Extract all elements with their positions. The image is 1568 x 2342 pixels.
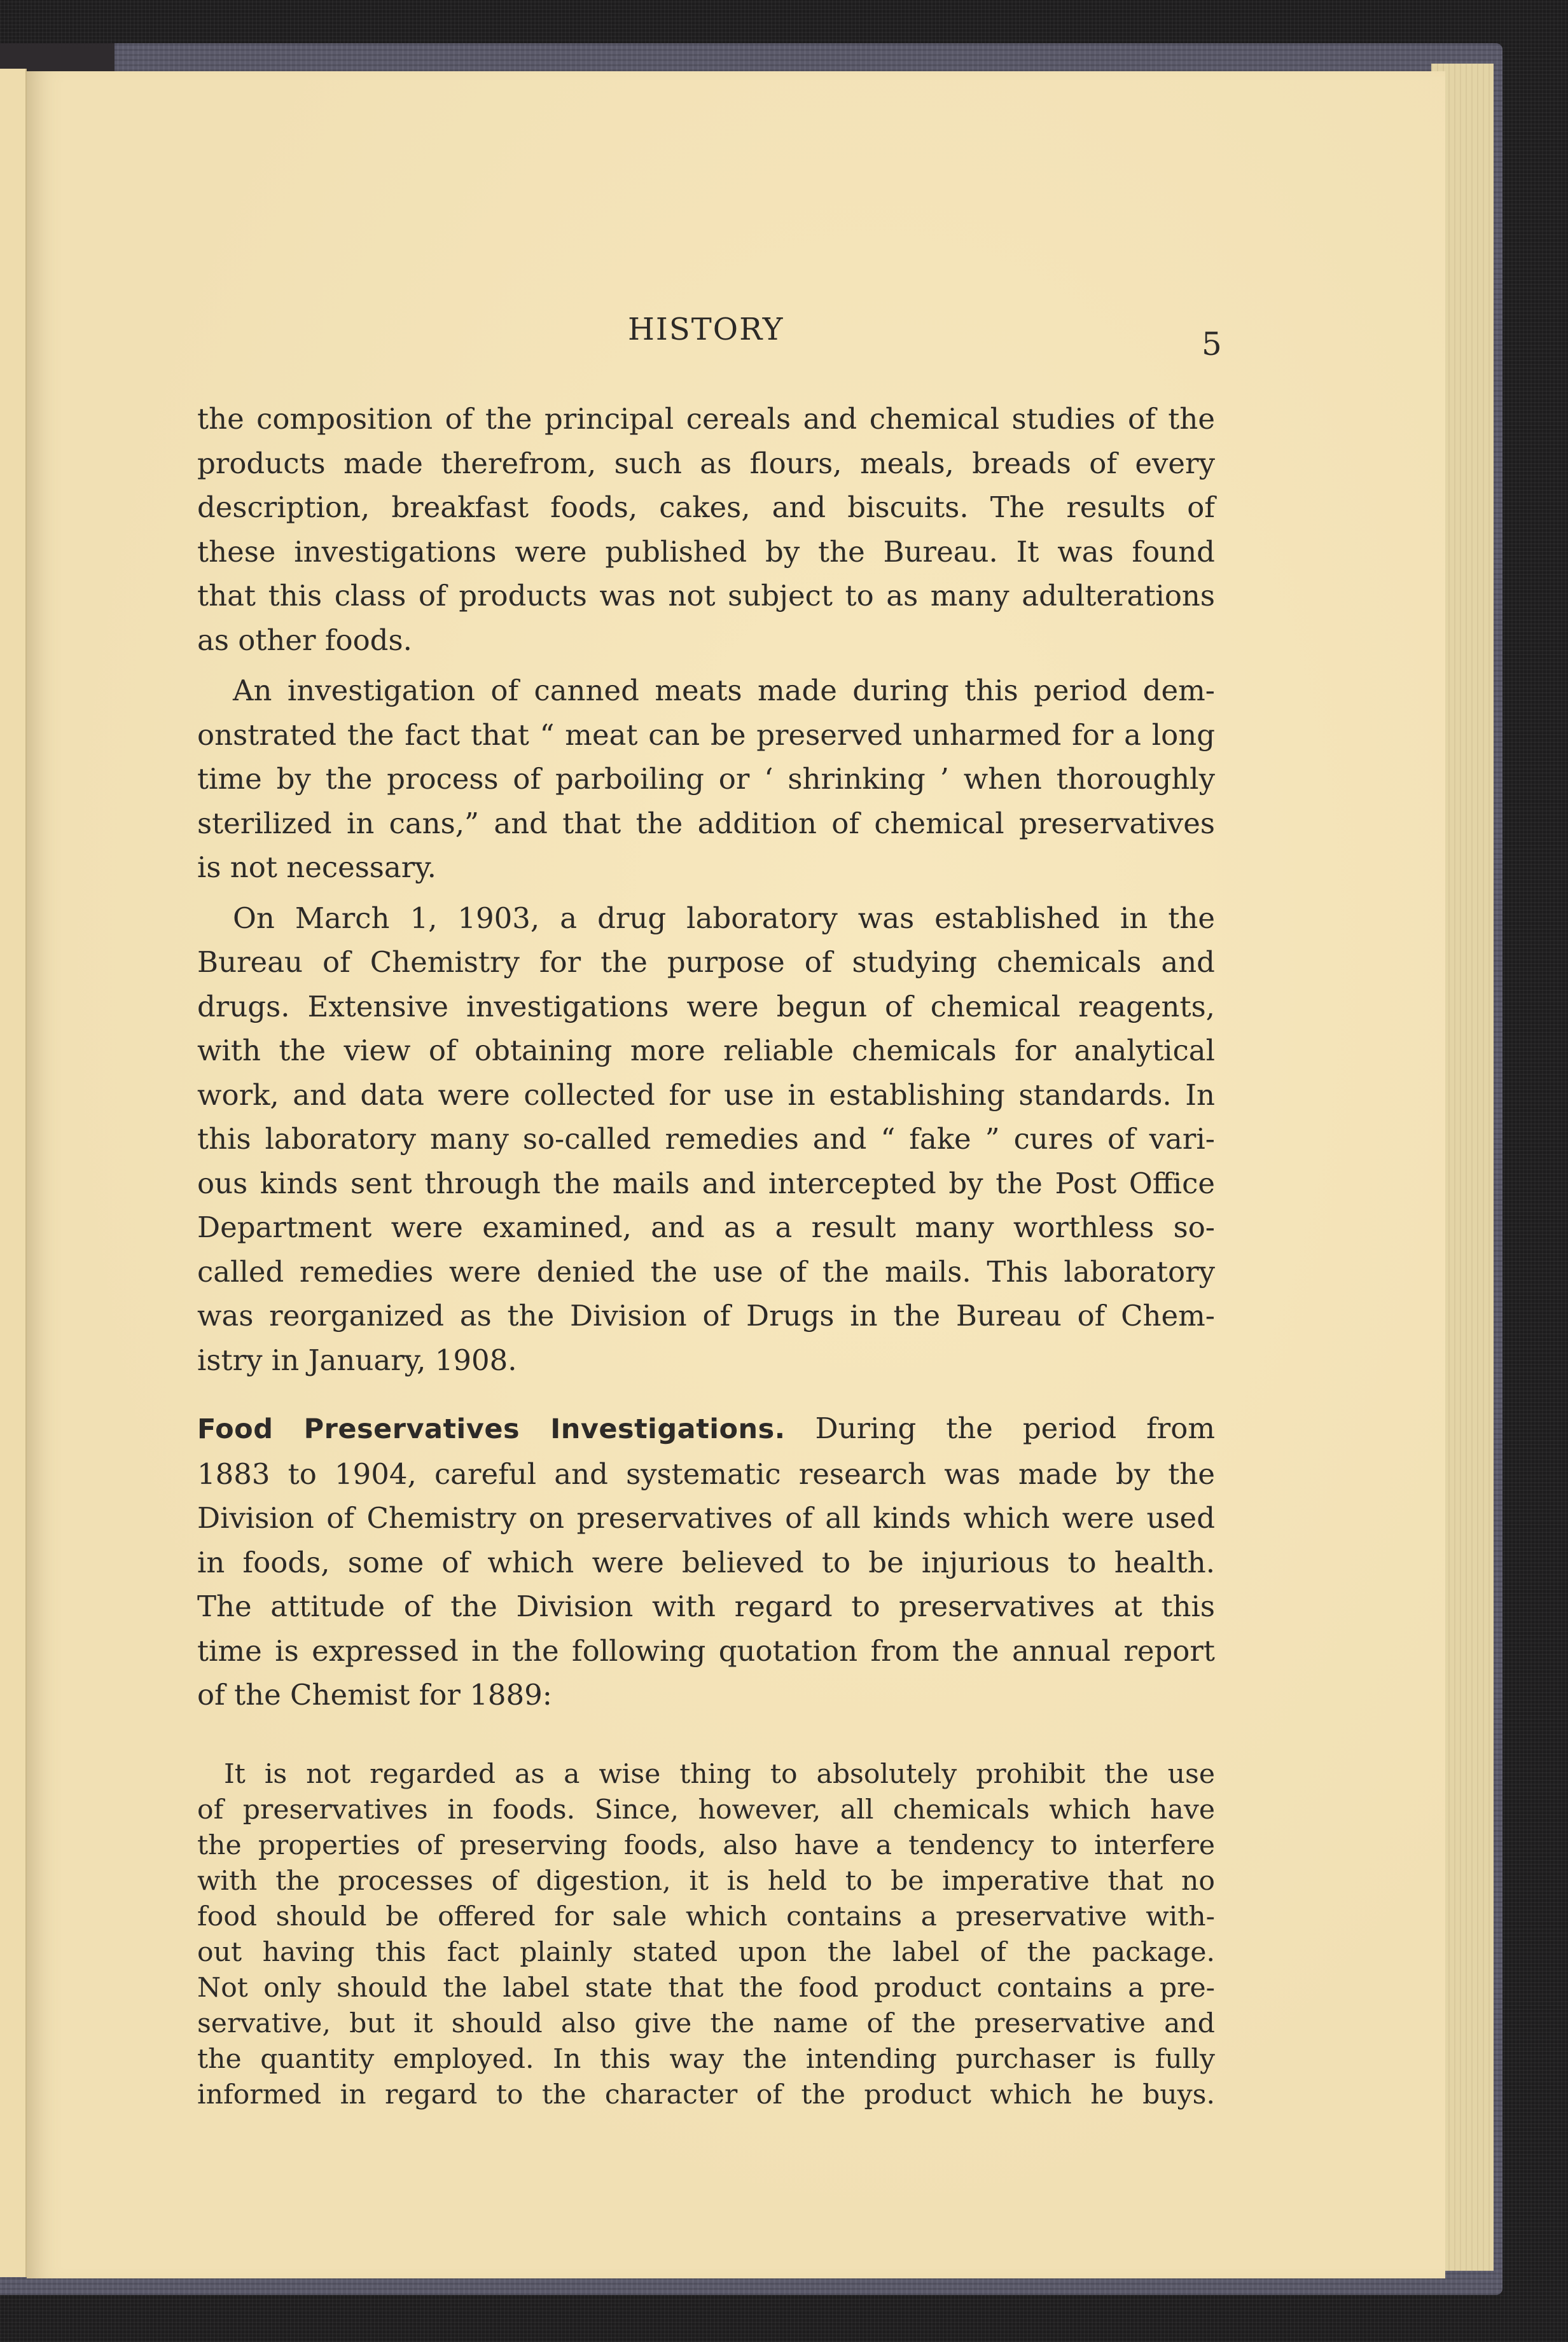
paragraph-3 — [197, 896, 1215, 1383]
text-line: work, and data were collected for use in establishing standards. In — [197, 1077, 1215, 1112]
text-line: called remedies were denied the use of the mails. This laboratory — [197, 1254, 1215, 1289]
running-head-title: HISTORY — [628, 312, 784, 347]
text-line: with the processes of digestion, it is held to be imperative that no — [197, 1865, 1215, 1897]
text-line: drugs. Extensive investigations were begun of chemical reagents, — [197, 989, 1215, 1023]
text-line: in foods, some of which were believed to be injurious to health. — [197, 1545, 1215, 1579]
section-first-line — [197, 1406, 1215, 1452]
text-line: time by the process of parboiling or ‘ shrinking ’ when thoroughly — [197, 762, 1215, 796]
text-line: informed in regard to the character of the product which he buys. — [197, 2079, 1215, 2110]
text-line: food should be offered for sale which contains a preservative with- — [197, 1901, 1215, 1932]
quotation-paragraph — [197, 1757, 1215, 2113]
text-line: is not necessary. — [197, 850, 436, 884]
text-line: On March 1, 1903, a drug laboratory was established in the — [233, 901, 1215, 935]
text-line: the composition of the principal cereals and chemical studies of the — [197, 402, 1215, 436]
text-line: of preservatives in foods. Since, however, all chemicals which have — [197, 1794, 1215, 1826]
text-line: these investigations were published by the Bureau. It was found — [197, 534, 1215, 569]
book-page — [27, 71, 1445, 2278]
text-line: was reorganized as the Division of Drugs in the Bureau of Chem- — [197, 1299, 1215, 1333]
body-text — [197, 397, 1215, 2113]
text-line: products made therefrom, such as flours, meals, breads of every — [197, 446, 1215, 480]
text-line: Bureau of Chemistry for the purpose of studying chemicals and — [197, 945, 1215, 979]
section-heading: Food Preservatives Investigations. — [197, 1413, 786, 1445]
text-line: onstrated the fact that “ meat can be preserved unharmed for a long — [197, 717, 1215, 752]
text-line: description, breakfast foods, cakes, and biscuits. The results of — [197, 490, 1215, 524]
page-number: 5 — [1202, 326, 1223, 363]
facing-page-edge — [0, 69, 27, 2277]
text-line: time is expressed in the following quotation from the annual report — [197, 1633, 1215, 1668]
text-line: servative, but it should also give the name of the preservative and — [197, 2007, 1215, 2039]
paragraph-1 — [197, 397, 1215, 662]
text-line: An investigation of canned meats made during this period dem- — [233, 674, 1215, 707]
text-line: of the Chemist for 1889: — [197, 1678, 552, 1712]
text-line: The attitude of the Division with regard to preservatives at this — [197, 1590, 1215, 1623]
text-line: as other foods. — [197, 623, 412, 657]
paragraph-2 — [197, 669, 1215, 890]
text-line: 1883 to 1904, careful and systematic research was made by the — [197, 1457, 1215, 1491]
text-line: Division of Chemistry on preservatives of all kinds which were used — [197, 1501, 1215, 1535]
text-line: the properties of preserving foods, also have a tendency to interfere — [197, 1829, 1215, 1861]
text-line: It is not regarded as a wise thing to absolutely prohibit the use — [224, 1758, 1215, 1790]
text-line: istry in January, 1908. — [197, 1343, 517, 1377]
text-line: out having this fact plainly stated upon the label of the package. — [197, 1936, 1215, 1968]
text-run: During the period from — [815, 1411, 1215, 1445]
text-line: Department were examined, and as a result many worthless so- — [197, 1210, 1215, 1244]
text-line: this laboratory many so-called remedies and “ fake ” cures of vari- — [197, 1122, 1215, 1156]
text-line: with the view of obtaining more reliable chemicals for analytical — [197, 1034, 1215, 1067]
text-line: ous kinds sent through the mails and intercepted by the Post Office — [197, 1166, 1215, 1200]
text-line: sterilized in cans,” and that the addition of chemical preservatives — [197, 806, 1215, 840]
block-quotation — [197, 1757, 1215, 2113]
text-line: that this class of products was not subject to as many adulterations — [197, 579, 1215, 613]
text-line: Not only should the label state that the food product contains a pre- — [197, 1972, 1215, 2004]
text-line: the quantity employed. In this way the intending purchaser is fully — [197, 2043, 1215, 2075]
section-food-preservatives — [197, 1406, 1215, 1717]
